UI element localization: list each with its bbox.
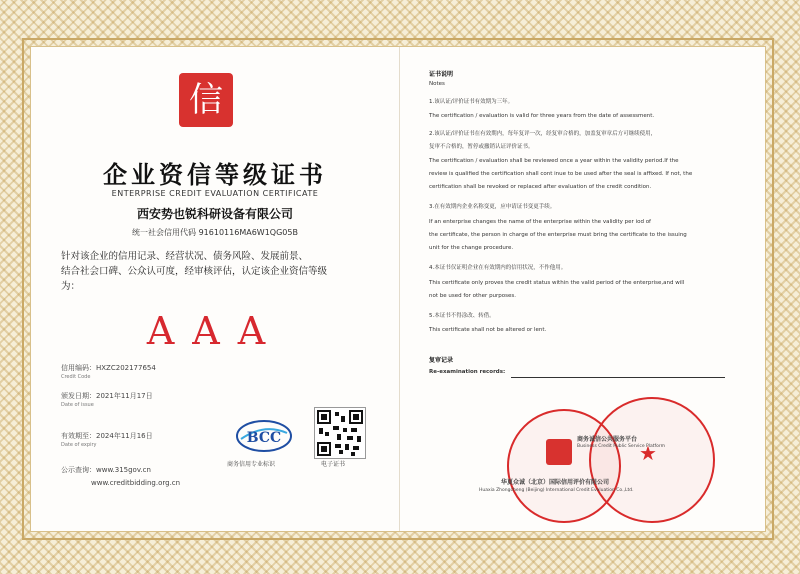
note-line: This certificate shall not be altered or lent. [429,327,547,333]
statement-line: 结合社会口碑、公众认可度，经审核评估，认定该企业资信等级 [61,266,328,277]
credit-rating: AAA [146,309,284,353]
logo-glyph: 信 [189,80,223,120]
platform-logo-icon [546,439,572,465]
expiry-date-line: 有效期至：2024年11月16日 [61,432,153,440]
company-name: 西安势也锐科研设备有限公司 [136,207,293,221]
note-line: 复审不合格的，暂停或撤销认证评价证书。 [429,144,534,150]
issue-date-label: 颁发日期 [61,392,89,400]
note-line: the certificate, the person in charge of the enterprise must bring the certificate to the issuing [429,232,687,238]
note-line: certification shall be revoked or replaced after evaluation of the credit condition. [429,184,652,190]
note-line: review is qualified the certification shall cont inue to be used after the seal is affixed. If not, the [429,171,693,177]
note-line: 3.在有效期内企业名称变更，应申请证书变更手续。 [429,204,556,210]
expiry-date-en: Date of expiry [61,442,97,448]
credit-code-line: 信用编码：HXZC202177654 [61,364,156,372]
issuer-name: 华夏众诚（北京）国际信用评价有限公司 [501,479,610,486]
rating-statement [61,249,327,294]
issue-date-en: Date of issue [61,402,94,408]
uscc-value: 91610116MA6W1QG05B [198,228,298,237]
note-line: The certification / evaluation is valid for three years from the date of assessment. [429,113,655,119]
query-label: 公示查询 [61,466,89,474]
note-line: unit for the change procedure. [429,245,514,251]
note-line: not be used for other purposes. [429,293,517,299]
statement-line: 为： [61,281,81,292]
recheck-title-cn: 复审记录 [429,357,454,364]
recheck-line [511,377,725,378]
query-line: 公示查询：www.315gov.cn [61,466,151,474]
certificate-title-en: ENTERPRISE CREDIT EVALUATION CERTIFICATE [111,189,319,198]
query-url-1[interactable]: www.315gov.cn [96,466,151,474]
query-url-2[interactable]: www.creditbidding.org.cn [91,479,181,487]
star-icon: ★ [639,441,657,465]
note-line: If an enterprise changes the name of the enterprise within the validity per iod of [429,219,651,225]
certificate-title: 企业资信等级证书 [103,160,327,189]
qr-caption: 电子证书 [321,461,346,468]
uscc-line [31,227,399,238]
certificate-paper [30,46,766,532]
credit-code-value: HXZC202177654 [96,364,156,372]
note-line: The certification / evaluation shall be reviewed once a year within the validity period.If the [429,158,679,164]
platform-name: 商务诚信公共服务平台 [577,436,638,443]
notes-title-en: Notes [429,81,445,87]
recheck-label: Re-examination records: [429,369,506,375]
notes-title-cn: 证书说明 [429,71,454,78]
credit-code-label: 信用编码 [61,364,89,372]
expiry-date-label: 有效期至 [61,432,89,440]
bcc-caption: 商务信用专业标识 [227,461,276,468]
note-line: 2.该认证/评价证书在有效期内，每年复评一次，经复审合格的，加盖复审章后方可继续使用， [429,131,657,137]
issuer-name-en: Huaxia Zhongcheng (Beijing) International Credit Evaluation Co.,Ltd. [479,488,634,493]
note-line: 4.本证书仅证明企业在有效期内的信用状况，不作他用。 [429,265,567,271]
issue-date-line: 颁发日期：2021年11月17日 [61,392,153,400]
credit-code-en: Credit Code [61,374,91,380]
credit-logo-icon [179,73,233,127]
note-line: 5.本证书不得涂改、转借。 [429,313,495,319]
note-line: This certificate only proves the credit status within the valid period of the enterprise,and will [429,280,685,286]
center-divider [399,47,400,531]
platform-name-en: Business Credit Public Service Platform [577,444,666,449]
qr-code-icon[interactable] [314,407,366,459]
bcc-text: BCC [246,430,282,446]
uscc-label: 统一社会信用代码 [132,228,197,237]
bcc-logo-icon [235,419,293,453]
expiry-date-value: 2024年11月16日 [96,432,153,440]
note-line: 1.该认证/评价证书有效期为三年。 [429,99,514,105]
statement-line: 针对该企业的信用记录、经营状况、债务风险、发展前景、 [61,251,309,262]
issue-date-value: 2021年11月17日 [96,392,153,400]
